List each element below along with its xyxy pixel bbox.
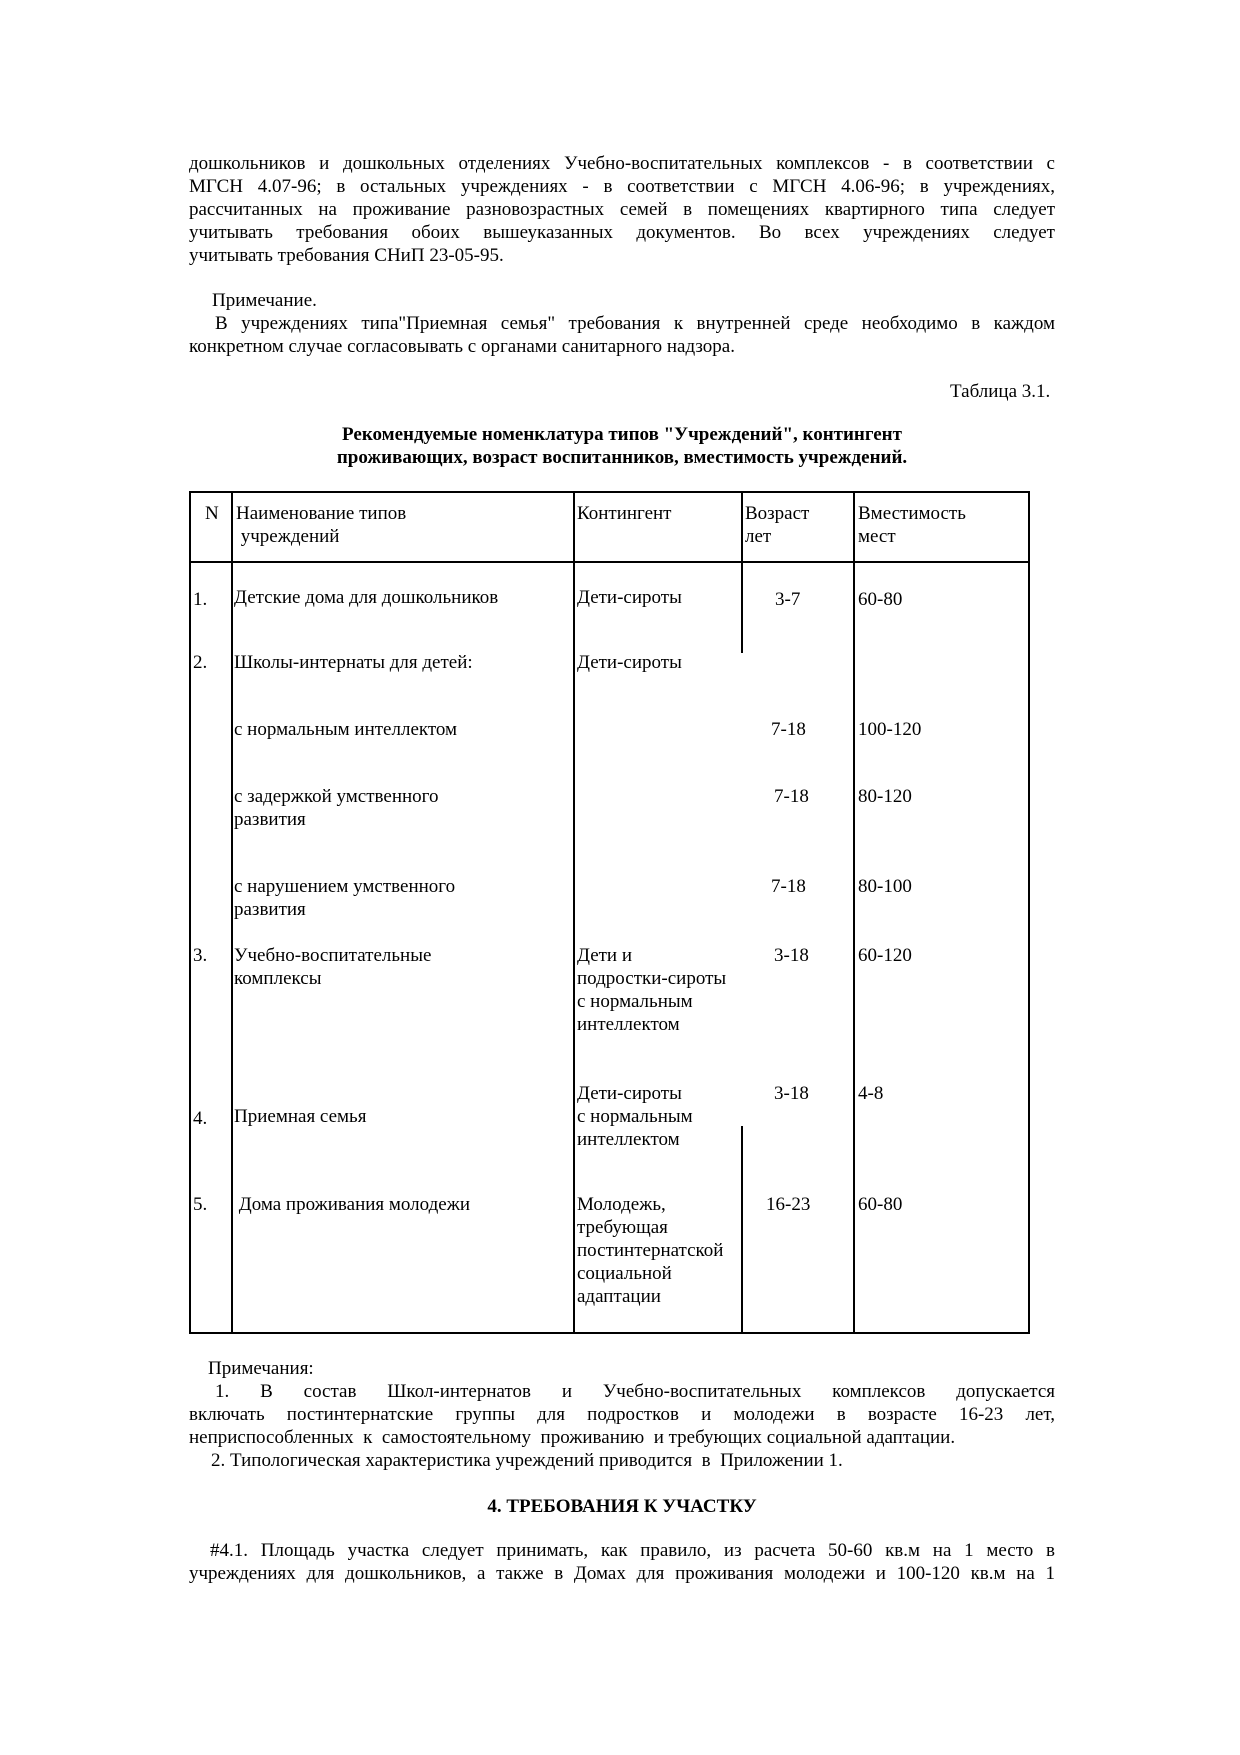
- header-age: лет: [745, 526, 772, 547]
- row-number: 2.: [193, 652, 208, 673]
- row-capacity: 60-80: [858, 589, 903, 610]
- row-age: 3-7: [775, 589, 801, 610]
- row-number: 5.: [193, 1194, 208, 1215]
- row-number: 3.: [193, 945, 208, 966]
- table-label: Таблица 3.1.: [950, 381, 1051, 402]
- row-capacity: 60-120: [858, 945, 912, 966]
- row-capacity: 80-100: [858, 876, 912, 897]
- row-age: 3-18: [774, 1083, 809, 1104]
- row-name: Приемная семья: [234, 1106, 367, 1127]
- intro-line: МГСН 4.07-96; в остальных учреждениях - в соответствии с МГСН 4.06-96; в учреждениях,: [189, 176, 1055, 197]
- row-age: 7-18: [774, 786, 809, 807]
- row-contingent: социальной: [577, 1263, 672, 1284]
- header-divider: [191, 561, 1028, 563]
- notes-line: 2. Типологическая характеристика учреждений приводится в Приложении 1.: [211, 1450, 843, 1471]
- intro-last-line: учитывать требования СНиП 23-05-95.: [189, 245, 504, 266]
- intro-line: учитывать требования обоих вышеуказанных документов. Во всех учреждениях следует: [189, 222, 1055, 243]
- row-name: Учебно-воспитательные: [234, 945, 432, 966]
- header-name: Наименование типов: [236, 503, 407, 524]
- intro-line: рассчитанных на проживание разновозрастных семей в помещениях квартирного типа следует: [189, 199, 1055, 220]
- table-title-line-1: Рекомендуемые номенклатура типов "Учреждений", контингент: [342, 424, 902, 445]
- row-contingent: требующая: [577, 1217, 668, 1238]
- institutions-table: [189, 491, 1030, 1334]
- row-name: развития: [234, 899, 306, 920]
- row-age: 16-23: [766, 1194, 811, 1215]
- row-name: Дома проживания молодежи: [234, 1194, 470, 1215]
- header-name: учреждений: [236, 526, 340, 547]
- row-number: 1.: [193, 589, 208, 610]
- row-contingent: интеллектом: [577, 1129, 680, 1150]
- row-contingent: адаптации: [577, 1286, 661, 1307]
- column-divider: [231, 493, 233, 1332]
- table-title-line-2: проживающих, возраст воспитанников, вместимость учреждений.: [336, 447, 908, 468]
- row-contingent: постинтернатской: [577, 1240, 724, 1261]
- header-age: Возраст: [745, 503, 810, 524]
- row-name: с задержкой умственного: [234, 786, 439, 807]
- column-divider: [741, 1126, 743, 1332]
- column-divider: [573, 493, 575, 1332]
- row-contingent: с нормальным: [577, 991, 693, 1012]
- row-name: с нарушением умственного: [234, 876, 456, 897]
- section-line: учреждениях для дошкольников, а также в Домах для проживания молодежи и 100-120 кв.м на 1: [189, 1563, 1055, 1584]
- row-age: 3-18: [774, 945, 809, 966]
- notes-line: неприспособленных к самостоятельному проживанию и требующих социальной адаптации.: [189, 1427, 956, 1448]
- row-capacity: 80-120: [858, 786, 912, 807]
- row-contingent: Дети-сироты: [577, 587, 682, 608]
- column-divider: [741, 493, 743, 653]
- notes-line: включать постинтернатские группы для подростков и молодежи в возрасте 16-23 лет,: [189, 1404, 1055, 1425]
- header-n: N: [205, 503, 219, 524]
- row-name: развития: [234, 809, 306, 830]
- row-contingent: Дети-сироты: [577, 652, 682, 673]
- row-contingent: подростки-сироты: [577, 968, 727, 989]
- note-title: Примечание.: [212, 290, 317, 311]
- note-line: конкретном случае согласовывать с органами санитарного надзора.: [189, 336, 735, 357]
- header-contingent: Контингент: [577, 503, 672, 524]
- header-capacity: Вместимость: [858, 503, 966, 524]
- intro-line: дошкольников и дошкольных отделениях Учебно-воспитательных комплексов - в соответствии с: [189, 153, 1055, 174]
- section-heading: 4. ТРЕБОВАНИЯ К УЧАСТКУ: [487, 1496, 757, 1517]
- row-name: комплексы: [234, 968, 322, 989]
- row-capacity: 60-80: [858, 1194, 903, 1215]
- row-contingent: Дети-сироты: [577, 1083, 682, 1104]
- row-capacity: 100-120: [858, 719, 922, 740]
- row-age: 7-18: [771, 719, 806, 740]
- header-capacity: мест: [858, 526, 896, 547]
- row-name: Детские дома для дошкольников: [234, 587, 499, 608]
- row-contingent: интеллектом: [577, 1014, 680, 1035]
- notes-line: 1. В состав Школ-интернатов и Учебно-воспитательных комплексов допускается: [215, 1381, 1055, 1402]
- row-name: с нормальным интеллектом: [234, 719, 458, 740]
- row-number: 4.: [193, 1108, 208, 1129]
- row-age: 7-18: [771, 876, 806, 897]
- row-contingent: с нормальным: [577, 1106, 693, 1127]
- row-contingent: Дети и: [577, 945, 633, 966]
- column-divider: [853, 493, 855, 1332]
- note-line: В учреждениях типа"Приемная семья" требования к внутренней среде необходимо в каждом: [215, 313, 1055, 334]
- row-capacity: 4-8: [858, 1083, 884, 1104]
- row-contingent: Молодежь,: [577, 1194, 666, 1215]
- row-name: Школы-интернаты для детей:: [234, 652, 473, 673]
- section-line: #4.1. Площадь участка следует принимать, как правило, из расчета 50-60 кв.м на 1 место в: [210, 1540, 1055, 1561]
- notes-title: Примечания:: [208, 1358, 314, 1379]
